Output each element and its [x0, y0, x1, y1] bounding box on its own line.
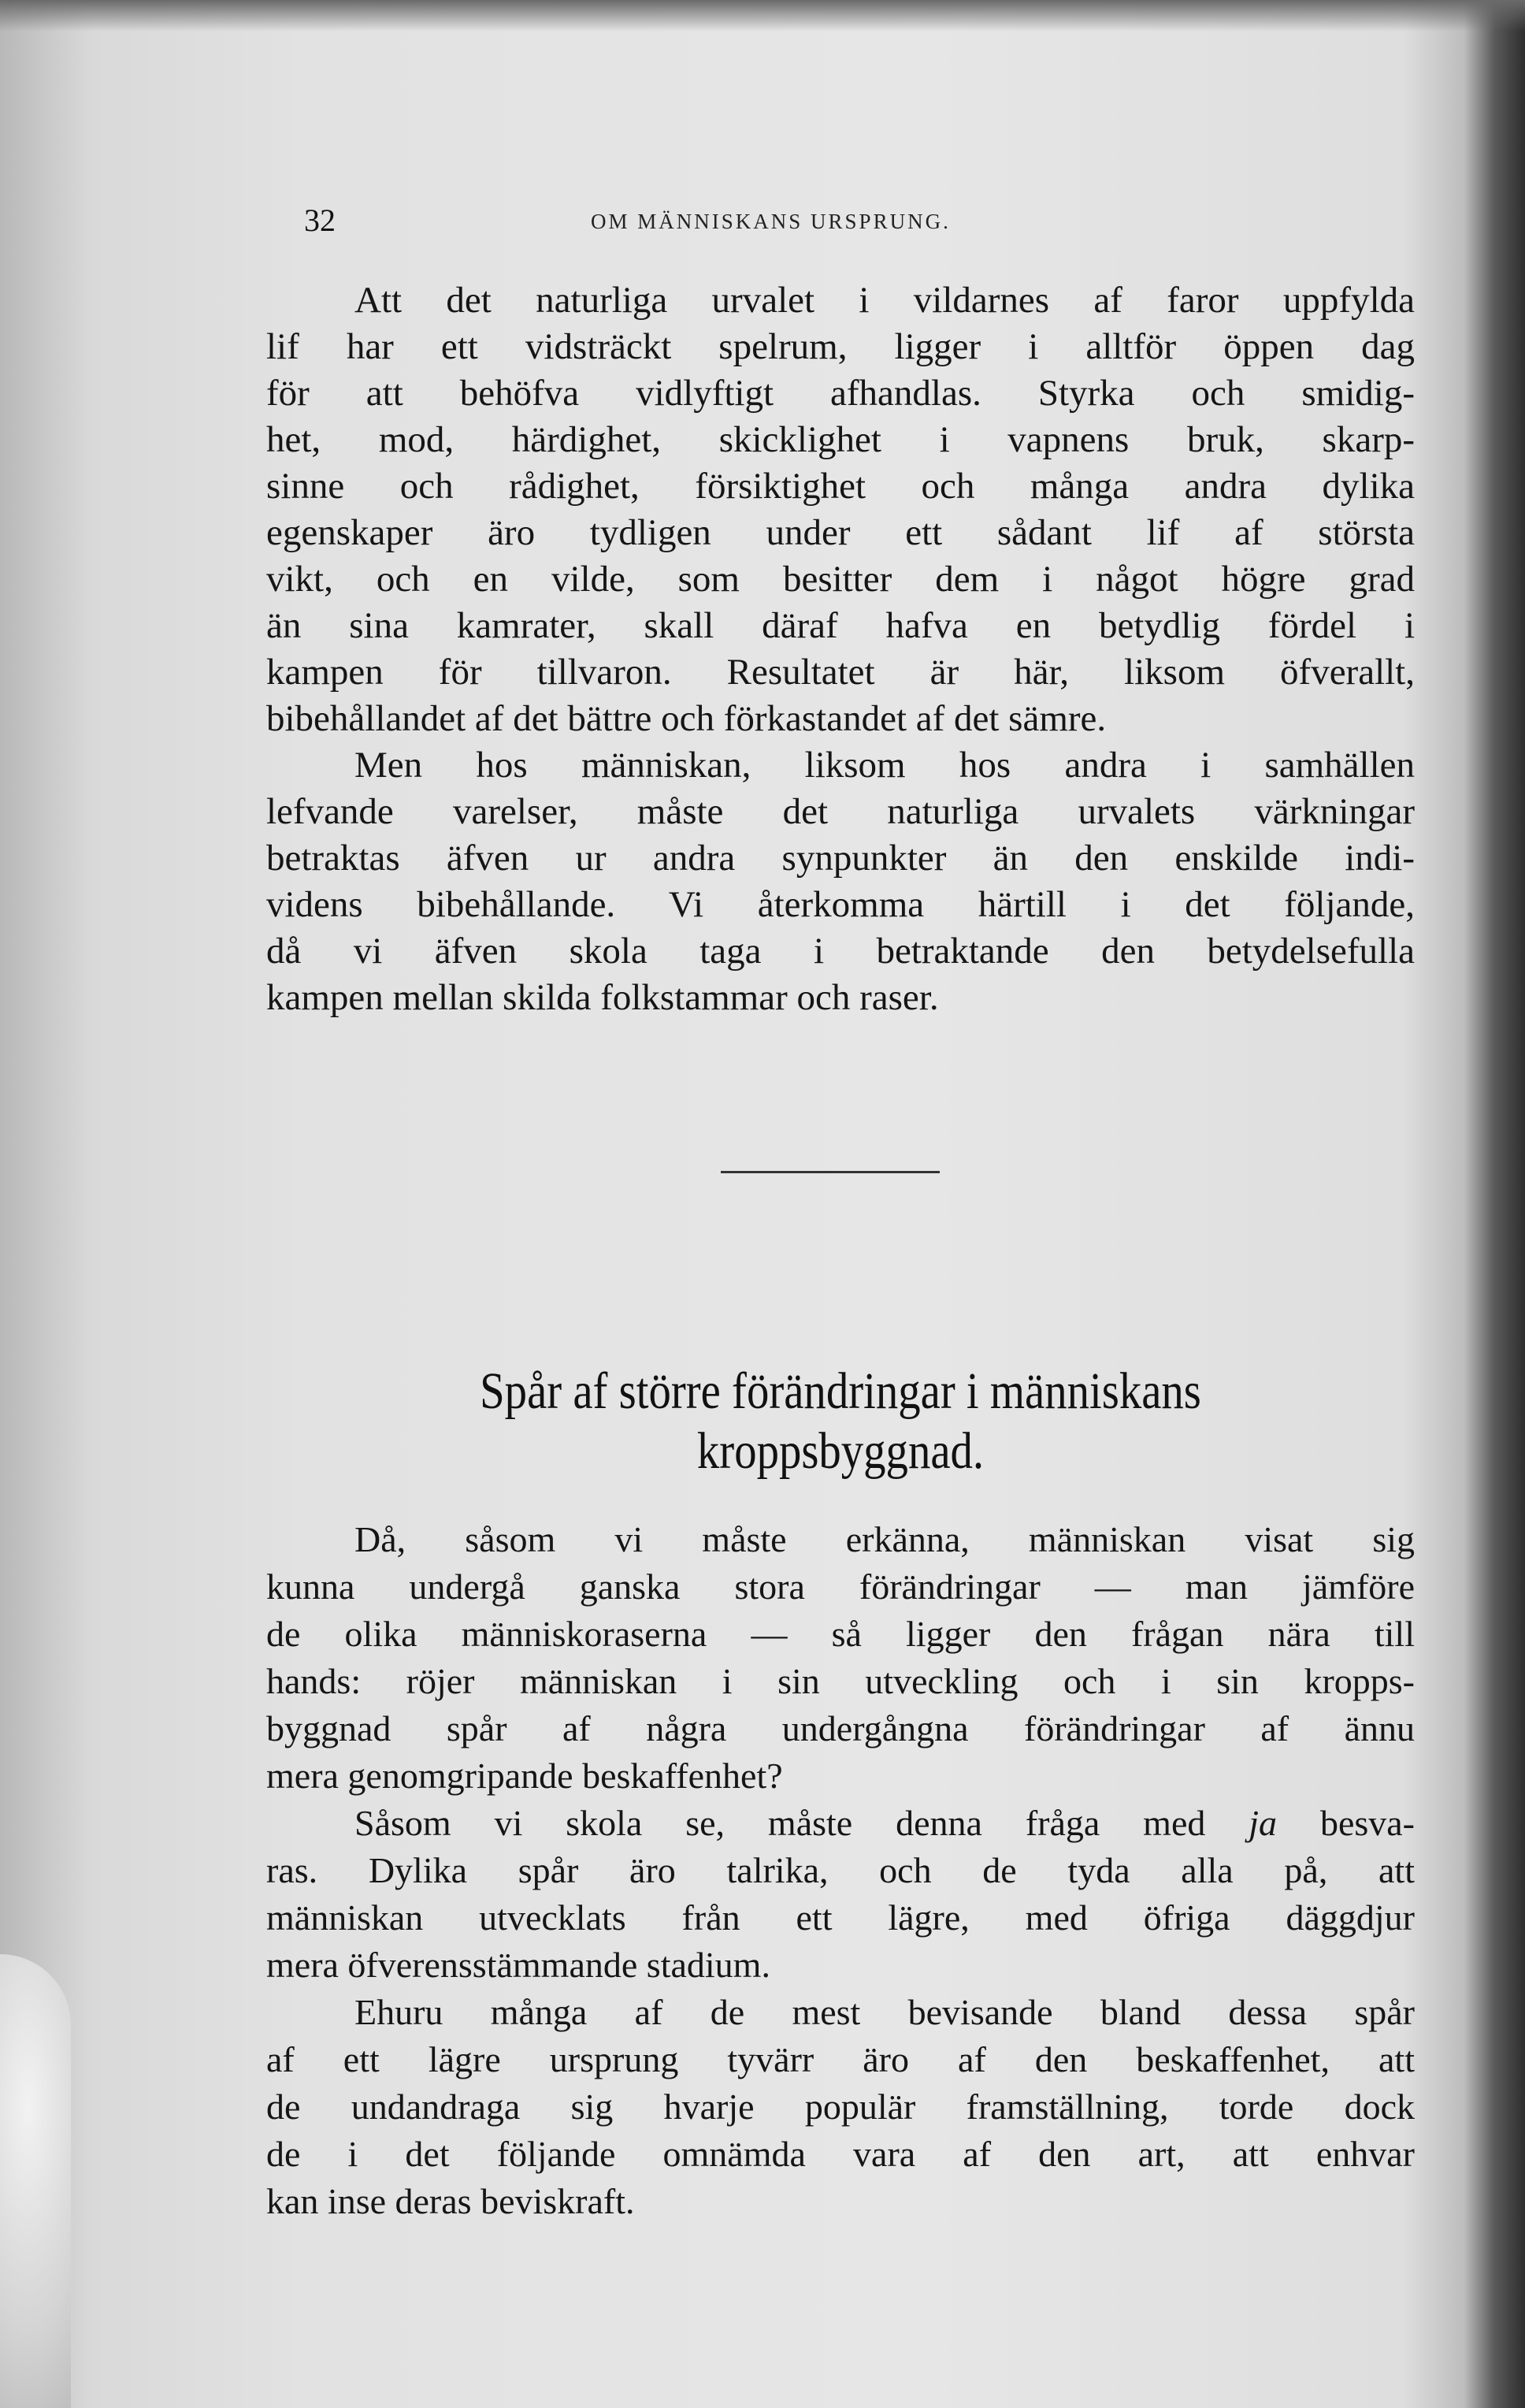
text-line: het, mod, härdighet, skicklighet i vapnens bruk, skarp-	[266, 419, 1415, 460]
text-line: kan inse deras beviskraft.	[266, 2181, 635, 2221]
section-divider	[721, 1171, 940, 1173]
text-fragment: besva-	[1319, 1803, 1415, 1843]
text-line: kampen mellan skilda folkstammar och raser.	[266, 977, 939, 1018]
text-line: lefvande varelser, måste det naturliga urvalets värkningar	[266, 791, 1415, 832]
text-line: kampen för tillvaron. Resultatet är här, liksom öfverallt,	[266, 652, 1415, 693]
section-heading	[347, 1362, 1334, 1481]
text-fragment: Såsom vi skola se, måste denna fråga med	[354, 1803, 1206, 1843]
thumb-holding-page	[0, 1954, 71, 2408]
running-head	[304, 202, 1108, 241]
text-line: mera genomgripande beskaffenhet?	[266, 1756, 783, 1796]
text-line: ras. Dylika spår äro talrika, och de tyda alla på, att	[266, 1850, 1415, 1890]
section-1-text	[266, 277, 1415, 1021]
text-line: hands: röjer människan i sin utveckling och i sin kropps-	[266, 1661, 1415, 1701]
text-line: då vi äfven skola taga i betraktande den betydelsefulla	[266, 931, 1415, 972]
text-line: Ehuru många af de mest bevisande bland dessa spår	[354, 1992, 1415, 2032]
text-line: byggnad spår af några undergångna förändringar af ännu	[266, 1708, 1415, 1748]
italic-word: ja	[1249, 1803, 1278, 1843]
text-line: mera öfverensstämmande stadium.	[266, 1945, 770, 1985]
text-line: sinne och rådighet, försiktighet och många andra dylika	[266, 466, 1415, 507]
text-line: kunna undergå ganska stora förändringar — man jämföre	[266, 1566, 1415, 1607]
text-line: lif har ett vidsträckt spelrum, ligger i alltför öppen dag	[266, 326, 1415, 367]
text-line: videns bibehållande. Vi återkomma härtill i det följande,	[266, 884, 1415, 925]
text-line: af ett lägre ursprung tyvärr äro af den beskaffenhet, att	[266, 2039, 1415, 2079]
text-line	[266, 1800, 1415, 1847]
text-line: bibehållandet af det bättre och förkastandet af det sämre.	[266, 698, 1107, 739]
text-line: egenskaper äro tydligen under ett sådant lif af största	[266, 512, 1415, 553]
heading-line: Spår af större förändringar i människans	[480, 1362, 1201, 1420]
heading-line: kroppsbyggnad.	[696, 1422, 985, 1480]
text-line: de olika människoraserna — så ligger den frågan nära till	[266, 1614, 1415, 1654]
text-line: Då, såsom vi måste erkänna, människan visat sig	[354, 1519, 1415, 1559]
text-line: än sina kamrater, skall däraf hafva en betydlig fördel i	[266, 605, 1415, 646]
text-line: betraktas äfven ur andra synpunkter än den enskilde indi-	[266, 838, 1415, 879]
text-line: Att det naturliga urvalet i vildarnes af faror uppfylda	[354, 280, 1415, 321]
text-line: vikt, och en vilde, som besitter dem i något högre grad	[266, 559, 1415, 600]
page-number: 32	[304, 203, 336, 238]
section-2-text	[266, 1516, 1415, 2225]
text-line: människan utvecklats från ett lägre, med öfriga däggdjur	[266, 1897, 1415, 1938]
running-title: OM MÄNNISKANS URSPRUNG.	[591, 210, 951, 233]
text-line: Men hos människan, liksom hos andra i samhällen	[354, 745, 1415, 786]
text-line: de i det följande omnämda vara af den art, att enhvar	[266, 2134, 1415, 2174]
text-line: de undandraga sig hvarje populär framställning, torde dock	[266, 2087, 1415, 2127]
text-line: för att behöfva vidlyftigt afhandlas. Styrka och smidig-	[266, 373, 1415, 414]
